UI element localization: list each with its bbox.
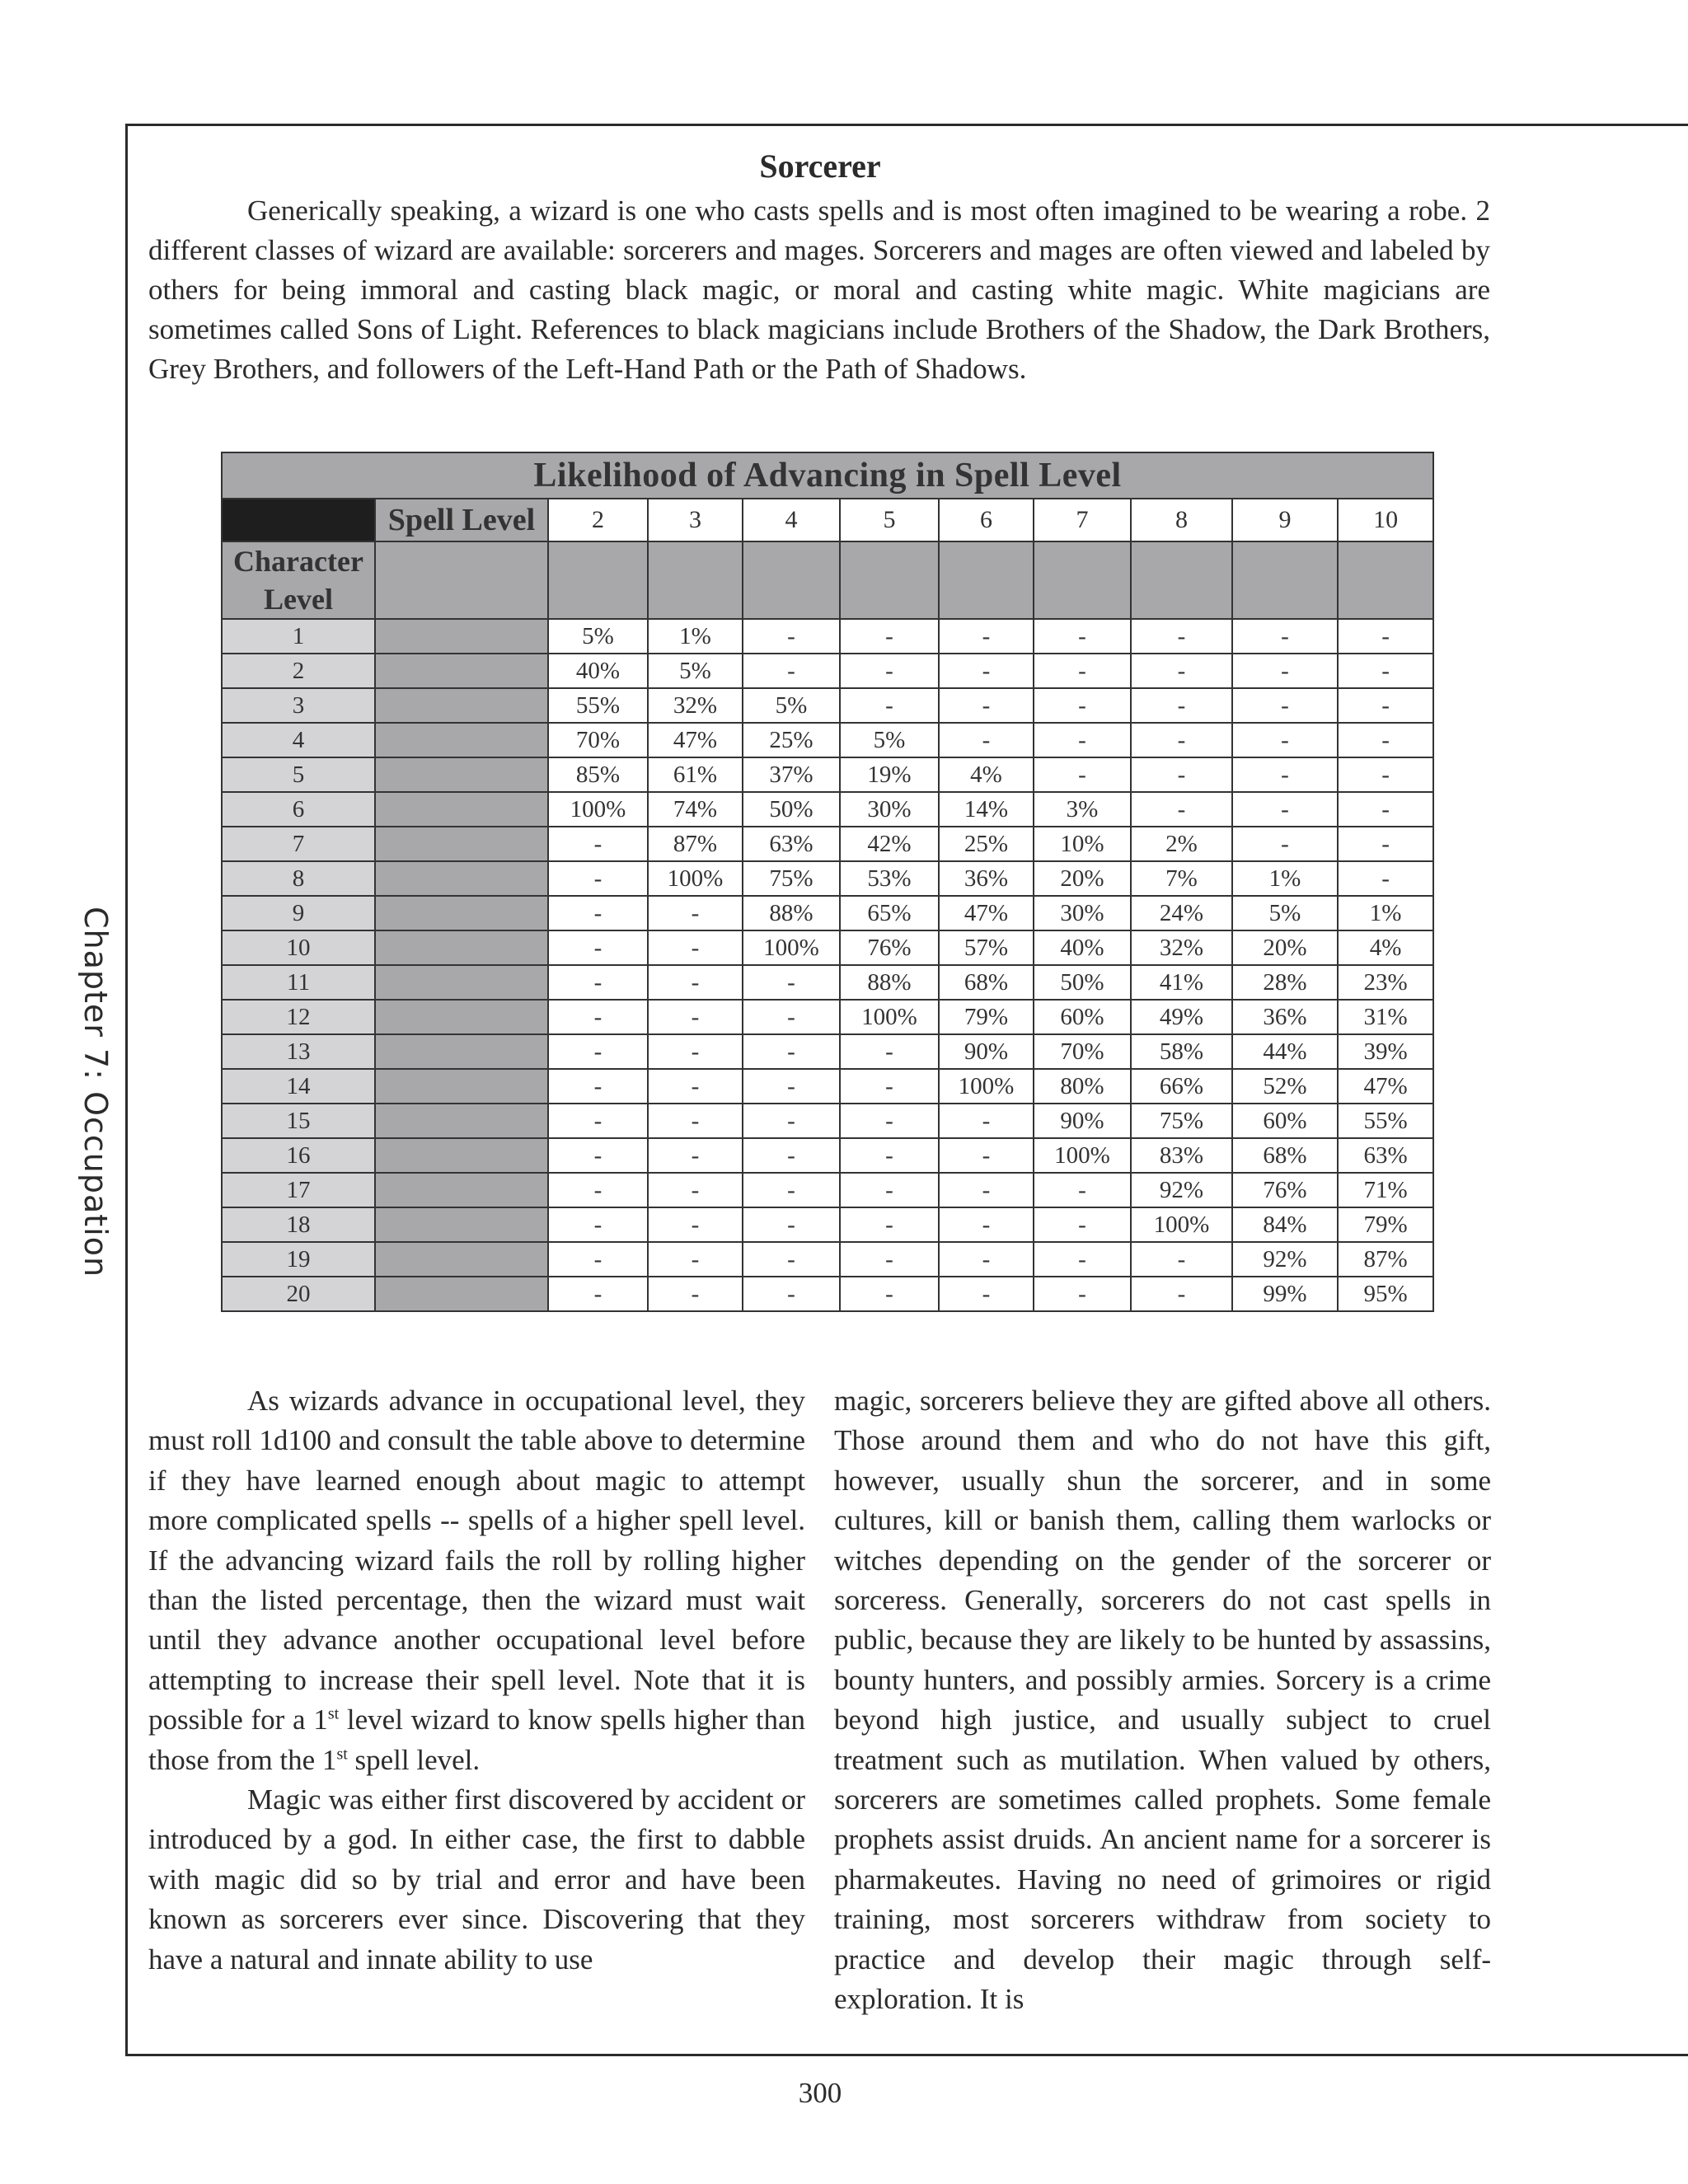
probability-cell: - — [939, 1173, 1034, 1207]
shaded-spacer-cell — [375, 896, 548, 930]
page-number: 300 — [798, 2077, 842, 2109]
probability-cell: - — [939, 688, 1034, 723]
probability-cell: - — [1131, 619, 1232, 654]
character-level-cell: 12 — [222, 1000, 375, 1034]
table-row — [222, 1138, 1433, 1173]
character-level-cell: 17 — [222, 1173, 375, 1207]
probability-cell: 100% — [840, 1000, 939, 1034]
left-paragraph-1 — [148, 1381, 805, 1780]
shaded-header-cell — [375, 541, 548, 619]
shaded-spacer-cell — [375, 688, 548, 723]
probability-cell: 39% — [1338, 1034, 1433, 1069]
table-row — [222, 1242, 1433, 1277]
probability-cell: - — [743, 619, 840, 654]
probability-cell: 25% — [743, 723, 840, 757]
table-row — [222, 792, 1433, 827]
shaded-spacer-cell — [375, 1242, 548, 1277]
probability-cell: - — [840, 1069, 939, 1104]
probability-cell: - — [1232, 654, 1338, 688]
character-level-cell: 7 — [222, 827, 375, 861]
right-column — [834, 1381, 1491, 2020]
probability-cell: - — [1131, 792, 1232, 827]
shaded-header-cell — [1034, 541, 1131, 619]
probability-cell: 5% — [1232, 896, 1338, 930]
probability-cell: - — [840, 1138, 939, 1173]
probability-cell: - — [939, 1138, 1034, 1173]
probability-cell: - — [548, 965, 648, 1000]
probability-cell: - — [840, 1034, 939, 1069]
left-paragraph-2: Magic was either first discovered by accident or introduced by a god. In either case, the first to dabble with magic did so by trial and error and have been known as sorcerers ever since. Discovering that they have a natural and innate ability to use — [148, 1783, 805, 1975]
probability-cell: 32% — [1131, 930, 1232, 965]
shaded-spacer-cell — [375, 619, 548, 654]
probability-cell: - — [840, 688, 939, 723]
probability-cell: - — [1034, 654, 1131, 688]
probability-cell: 42% — [840, 827, 939, 861]
probability-cell: 30% — [1034, 896, 1131, 930]
probability-cell: - — [1131, 688, 1232, 723]
probability-cell: 1% — [1232, 861, 1338, 896]
probability-cell: - — [1034, 688, 1131, 723]
probability-cell: 55% — [1338, 1104, 1433, 1138]
spell-level-column-header: 8 — [1131, 499, 1232, 541]
spell-level-column-header: 3 — [648, 499, 743, 541]
probability-cell: 32% — [648, 688, 743, 723]
probability-cell: 66% — [1131, 1069, 1232, 1104]
shaded-header-cell — [548, 541, 648, 619]
probability-cell: 83% — [1131, 1138, 1232, 1173]
character-level-cell: 16 — [222, 1138, 375, 1173]
probability-cell: - — [1232, 792, 1338, 827]
table-row — [222, 1069, 1433, 1104]
probability-cell: 88% — [840, 965, 939, 1000]
probability-cell: 63% — [1338, 1138, 1433, 1173]
left-column — [148, 1381, 805, 1980]
probability-cell: 5% — [840, 723, 939, 757]
probability-cell: 5% — [743, 688, 840, 723]
shaded-header-cell — [743, 541, 840, 619]
probability-cell: - — [548, 1069, 648, 1104]
probability-cell: - — [743, 1207, 840, 1242]
probability-cell: - — [648, 1242, 743, 1277]
probability-cell: 100% — [1131, 1207, 1232, 1242]
probability-cell: 20% — [1034, 861, 1131, 896]
section-title: Sorcerer — [759, 148, 881, 185]
probability-cell: 3% — [1034, 792, 1131, 827]
probability-cell: 36% — [939, 861, 1034, 896]
superscript-st: st — [327, 1704, 340, 1723]
probability-cell: 55% — [548, 688, 648, 723]
probability-cell: 63% — [743, 827, 840, 861]
probability-cell: 41% — [1131, 965, 1232, 1000]
probability-cell: 31% — [1338, 1000, 1433, 1034]
probability-cell: - — [1131, 654, 1232, 688]
table-row — [222, 896, 1433, 930]
probability-cell: 85% — [548, 757, 648, 792]
probability-cell: 87% — [1338, 1242, 1433, 1277]
spell-level-column-header: 2 — [548, 499, 648, 541]
probability-cell: - — [939, 1277, 1034, 1311]
probability-cell: 70% — [548, 723, 648, 757]
probability-cell: - — [548, 1000, 648, 1034]
probability-cell: 5% — [548, 619, 648, 654]
probability-cell: - — [743, 1242, 840, 1277]
probability-cell: - — [648, 1207, 743, 1242]
shaded-spacer-cell — [375, 827, 548, 861]
chapter-side-label — [74, 907, 124, 1286]
probability-cell: 47% — [939, 896, 1034, 930]
probability-cell: - — [1338, 688, 1433, 723]
probability-cell: - — [1338, 861, 1433, 896]
intro-paragraph: Generically speaking, a wizard is one who casts spells and is most often imagined to be wearing a robe. 2 different classes of wizard are available: sorcerers and mages. Sorcerers and mages are often viewed and labeled by others for being immoral and casting black magic, or moral and casting white magic. White magicians are sometimes called Sons of Light. References to black magicians include Brothers of the Shadow, the Dark Brothers, Grey Brothers, and followers of the Left-Hand Path or the Path of Shadows. — [148, 194, 1490, 385]
shaded-spacer-cell — [375, 792, 548, 827]
probability-cell: - — [1338, 654, 1433, 688]
probability-cell: 37% — [743, 757, 840, 792]
probability-cell: 50% — [743, 792, 840, 827]
probability-cell: - — [743, 1000, 840, 1034]
probability-cell: - — [1232, 757, 1338, 792]
character-level-cell: 13 — [222, 1034, 375, 1069]
probability-cell: 19% — [840, 757, 939, 792]
probability-cell: - — [648, 1138, 743, 1173]
probability-cell: 40% — [1034, 930, 1131, 965]
probability-cell: 92% — [1232, 1242, 1338, 1277]
probability-cell: - — [1338, 619, 1433, 654]
character-level-cell: 18 — [222, 1207, 375, 1242]
table-row — [222, 1104, 1433, 1138]
shaded-header-cell — [1131, 541, 1232, 619]
probability-cell: - — [743, 1069, 840, 1104]
probability-cell: - — [548, 861, 648, 896]
table-row — [222, 965, 1433, 1000]
probability-cell: - — [1131, 723, 1232, 757]
table-row — [222, 827, 1433, 861]
advancement-table — [221, 452, 1434, 1312]
right-paragraph-1: magic, sorcerers believe they are gifted above all others. Those around them and who do not have this gift, however, usually shun the sorcerer, and in some cultures, kill or banish them, calling them warlocks or witches depending on the gender of the sorcerer or sorceress. Generally, sorcerers do not cast spells in public, because they are likely to be hunted by assassins, bounty hunters, and possibly armies. Sorcery is a crime beyond high justice, and usually subject to cruel treatment such as mutilation. When valued by others, sorcerers are sometimes called prophets. Some female prophets assist druids. An ancient name for a sorcerer is pharmakeutes. Having no need of grimoires or rigid training, most sorcerers withdraw from society to practice and develop their magic through self-exploration. It is — [834, 1385, 1491, 2016]
probability-cell: 1% — [1338, 896, 1433, 930]
shaded-spacer-cell — [375, 1277, 548, 1311]
probability-cell: - — [743, 1034, 840, 1069]
probability-cell: 61% — [648, 757, 743, 792]
character-level-cell: 15 — [222, 1104, 375, 1138]
spell-level-column-header: 7 — [1034, 499, 1131, 541]
chapter-label-text: Chapter 7: Occupation — [77, 907, 114, 1278]
table-corner-cell — [222, 499, 375, 541]
shaded-spacer-cell — [375, 861, 548, 896]
character-level-cell: 1 — [222, 619, 375, 654]
probability-cell: 99% — [1232, 1277, 1338, 1311]
probability-cell: - — [840, 1104, 939, 1138]
probability-cell: 10% — [1034, 827, 1131, 861]
probability-cell: 36% — [1232, 1000, 1338, 1034]
probability-cell: 90% — [939, 1034, 1034, 1069]
probability-cell: - — [648, 965, 743, 1000]
probability-cell: 100% — [648, 861, 743, 896]
table-body — [222, 619, 1433, 1311]
table-row — [222, 688, 1433, 723]
probability-cell: - — [1131, 1277, 1232, 1311]
probability-cell: - — [548, 896, 648, 930]
probability-cell: 52% — [1232, 1069, 1338, 1104]
shaded-spacer-cell — [375, 654, 548, 688]
spell-level-column-header: 9 — [1232, 499, 1338, 541]
table-row — [222, 654, 1433, 688]
probability-cell: - — [548, 1138, 648, 1173]
probability-cell: 84% — [1232, 1207, 1338, 1242]
probability-cell: - — [548, 1104, 648, 1138]
table-row — [222, 757, 1433, 792]
probability-cell: 60% — [1232, 1104, 1338, 1138]
probability-cell: - — [840, 1277, 939, 1311]
probability-cell: - — [1131, 757, 1232, 792]
probability-cell: - — [1338, 757, 1433, 792]
probability-cell: - — [548, 1242, 648, 1277]
table-row — [222, 1034, 1433, 1069]
probability-cell: 44% — [1232, 1034, 1338, 1069]
probability-cell: - — [939, 654, 1034, 688]
probability-cell: 58% — [1131, 1034, 1232, 1069]
character-level-cell: 4 — [222, 723, 375, 757]
character-level-cell: 9 — [222, 896, 375, 930]
shaded-header-cell — [939, 541, 1034, 619]
probability-cell: 7% — [1131, 861, 1232, 896]
probability-cell: 76% — [840, 930, 939, 965]
probability-cell: 79% — [939, 1000, 1034, 1034]
shaded-spacer-cell — [375, 1173, 548, 1207]
probability-cell: 24% — [1131, 896, 1232, 930]
character-level-cell: 10 — [222, 930, 375, 965]
probability-cell: - — [648, 1034, 743, 1069]
character-level-cell: 19 — [222, 1242, 375, 1277]
probability-cell: - — [648, 1104, 743, 1138]
left-text-a: As wizards advance in occupational level, they must roll 1d100 and consult the table above to determine if they have learned enough about magic to attempt more complicated spells -- spells of a higher spell level. If the advancing wizard fails the roll by rolling higher than the listed percentage, then the wizard must wait until they advance another occupational level before attempting to increase their spell level. Note that it is possible for a 1 — [148, 1385, 805, 1736]
probability-cell: 50% — [1034, 965, 1131, 1000]
probability-cell: 14% — [939, 792, 1034, 827]
spell-level-column-header: 10 — [1338, 499, 1433, 541]
probability-cell: - — [939, 1104, 1034, 1138]
table-row — [222, 861, 1433, 896]
probability-cell: 76% — [1232, 1173, 1338, 1207]
shaded-spacer-cell — [375, 1104, 548, 1138]
probability-cell: 92% — [1131, 1173, 1232, 1207]
probability-cell: - — [1034, 723, 1131, 757]
probability-cell: 79% — [1338, 1207, 1433, 1242]
probability-cell: 30% — [840, 792, 939, 827]
shaded-spacer-cell — [375, 1138, 548, 1173]
probability-cell: - — [840, 1173, 939, 1207]
character-label: Character — [233, 545, 363, 578]
probability-cell: 57% — [939, 930, 1034, 965]
probability-cell: 88% — [743, 896, 840, 930]
probability-cell: - — [548, 1277, 648, 1311]
probability-cell: 71% — [1338, 1173, 1433, 1207]
probability-cell: 23% — [1338, 965, 1433, 1000]
shaded-header-cell — [1232, 541, 1338, 619]
probability-cell: 53% — [840, 861, 939, 896]
probability-cell: 20% — [1232, 930, 1338, 965]
probability-cell: 75% — [1131, 1104, 1232, 1138]
probability-cell: 80% — [1034, 1069, 1131, 1104]
shaded-header-cell — [840, 541, 939, 619]
probability-cell: - — [939, 1207, 1034, 1242]
shaded-header-cell — [648, 541, 743, 619]
character-level-cell: 20 — [222, 1277, 375, 1311]
table-row — [222, 723, 1433, 757]
shaded-spacer-cell — [375, 930, 548, 965]
probability-cell: 4% — [939, 757, 1034, 792]
probability-cell: - — [743, 1173, 840, 1207]
probability-cell: - — [648, 1173, 743, 1207]
left-text-b: level wizard to know spells higher than those from the 1 — [148, 1704, 806, 1776]
probability-cell: 65% — [840, 896, 939, 930]
level-label: Level — [264, 583, 333, 616]
probability-cell: 75% — [743, 861, 840, 896]
probability-cell: 47% — [648, 723, 743, 757]
probability-cell: 95% — [1338, 1277, 1433, 1311]
probability-cell: 87% — [648, 827, 743, 861]
probability-cell: - — [648, 1069, 743, 1104]
probability-cell: - — [1232, 723, 1338, 757]
probability-cell: - — [548, 1207, 648, 1242]
character-level-cell: 2 — [222, 654, 375, 688]
probability-cell: - — [1131, 1242, 1232, 1277]
probability-cell: 70% — [1034, 1034, 1131, 1069]
character-level-cell: 3 — [222, 688, 375, 723]
table-row — [222, 1277, 1433, 1311]
character-level-cell: 5 — [222, 757, 375, 792]
probability-cell: 5% — [648, 654, 743, 688]
table-row — [222, 930, 1433, 965]
probability-cell: - — [1034, 619, 1131, 654]
probability-cell: 47% — [1338, 1069, 1433, 1104]
probability-cell: - — [743, 654, 840, 688]
spell-level-column-header: 5 — [840, 499, 939, 541]
probability-cell: 100% — [939, 1069, 1034, 1104]
probability-cell: - — [648, 930, 743, 965]
probability-cell: 60% — [1034, 1000, 1131, 1034]
probability-cell: - — [1034, 1173, 1131, 1207]
probability-cell: - — [1034, 1242, 1131, 1277]
probability-cell: 68% — [1232, 1138, 1338, 1173]
probability-cell: 4% — [1338, 930, 1433, 965]
probability-cell: - — [548, 827, 648, 861]
spell-level-header: Spell Level — [375, 499, 548, 541]
probability-cell: - — [939, 723, 1034, 757]
probability-cell: - — [648, 896, 743, 930]
shaded-spacer-cell — [375, 1069, 548, 1104]
probability-cell: - — [939, 1242, 1034, 1277]
probability-cell: 74% — [648, 792, 743, 827]
shaded-header-cell — [1338, 541, 1433, 619]
probability-cell: - — [1338, 723, 1433, 757]
probability-cell: 28% — [1232, 965, 1338, 1000]
shaded-spacer-cell — [375, 1034, 548, 1069]
probability-cell: - — [840, 619, 939, 654]
probability-cell: 90% — [1034, 1104, 1131, 1138]
probability-cell: - — [743, 965, 840, 1000]
spell-level-column-header: 6 — [939, 499, 1034, 541]
character-level-cell: 14 — [222, 1069, 375, 1104]
table-title: Likelihood of Advancing in Spell Level — [222, 452, 1433, 499]
probability-cell: - — [840, 1207, 939, 1242]
probability-cell: - — [648, 1277, 743, 1311]
shaded-spacer-cell — [375, 1207, 548, 1242]
probability-cell: - — [1232, 619, 1338, 654]
probability-cell: - — [939, 619, 1034, 654]
probability-cell: - — [743, 1138, 840, 1173]
probability-cell: 49% — [1131, 1000, 1232, 1034]
probability-cell: 2% — [1131, 827, 1232, 861]
table-row — [222, 619, 1433, 654]
probability-cell: - — [548, 1173, 648, 1207]
probability-cell: - — [743, 1104, 840, 1138]
probability-cell: 100% — [743, 930, 840, 965]
probability-cell: 40% — [548, 654, 648, 688]
probability-cell: - — [1034, 1277, 1131, 1311]
shaded-spacer-cell — [375, 723, 548, 757]
probability-cell: - — [840, 1242, 939, 1277]
left-text-c: spell level. — [347, 1743, 481, 1776]
probability-cell: - — [1232, 827, 1338, 861]
probability-cell: - — [1034, 757, 1131, 792]
probability-cell: - — [548, 930, 648, 965]
shaded-spacer-cell — [375, 1000, 548, 1034]
probability-cell: - — [1338, 827, 1433, 861]
character-level-cell: 6 — [222, 792, 375, 827]
character-level-cell: 11 — [222, 965, 375, 1000]
character-level-header — [222, 541, 375, 619]
probability-cell: - — [548, 1034, 648, 1069]
probability-cell: - — [840, 654, 939, 688]
table-row — [222, 1207, 1433, 1242]
superscript-st: st — [336, 1745, 348, 1763]
probability-cell: - — [1232, 688, 1338, 723]
shaded-spacer-cell — [375, 757, 548, 792]
probability-cell: - — [1034, 1207, 1131, 1242]
probability-cell: 1% — [648, 619, 743, 654]
probability-cell: 25% — [939, 827, 1034, 861]
probability-cell: 100% — [548, 792, 648, 827]
table-row — [222, 1173, 1433, 1207]
shaded-spacer-cell — [375, 965, 548, 1000]
character-level-cell: 8 — [222, 861, 375, 896]
probability-cell: - — [648, 1000, 743, 1034]
probability-cell: 68% — [939, 965, 1034, 1000]
probability-cell: - — [1338, 792, 1433, 827]
spell-level-column-header: 4 — [743, 499, 840, 541]
probability-cell: 100% — [1034, 1138, 1131, 1173]
table-row — [222, 1000, 1433, 1034]
probability-cell: - — [743, 1277, 840, 1311]
